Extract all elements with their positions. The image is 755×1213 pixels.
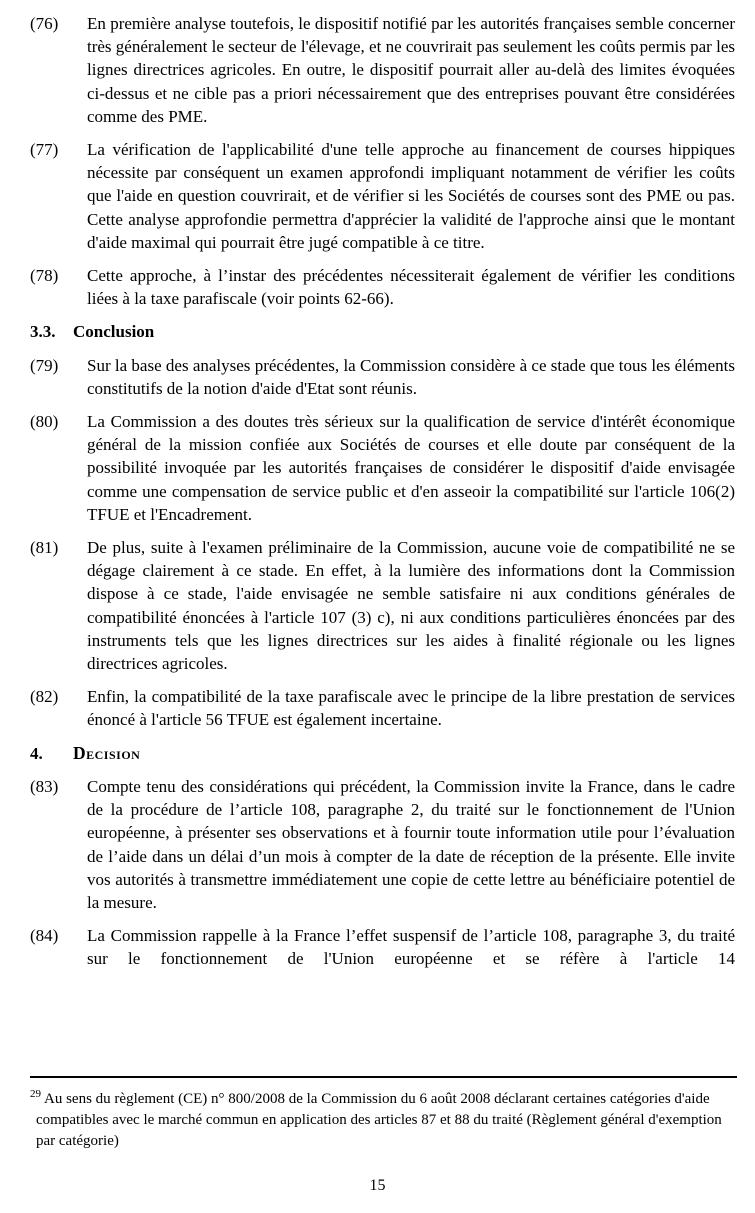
heading-title: Conclusion (73, 322, 155, 342)
para-number: (77) (30, 140, 59, 160)
paragraph-79 (30, 354, 735, 400)
para-number: (78) (30, 266, 59, 286)
section-heading-4 (30, 742, 735, 765)
para-text: La vérification de l'applicabilité d'une telle approche au financement de courses hippiques nécessite par conséquent un examen approfondi impliquant notamment de vérifier les coûts que l'aide en question couvrirait, et de vérifier si les Sociétés de courses sont des PME ou pas. Cette analyse approfondie permettra d'apprécier la validité de l'approche ainsi que le montant d'aide maximal qui pourrait être jugé compatible à ce titre. (87, 140, 735, 252)
para-text: De plus, suite à l'examen préliminaire de la Commission, aucune voie de compatibilité ne se dégage clairement à ce stade. En effet, à la lumière des informations dont la Commission dispose à ce stade, l'aide envisagée ne semble satisfaire ni aux conditions générales de compatibilité énoncées à l'article 107 (3) c), ni aux conditions particulières énoncées par des instruments tels que les lignes directrices sur les aides à finalité régionale ou les lignes directrices agricoles. (87, 538, 735, 674)
paragraph-80 (30, 410, 735, 526)
heading-number: 3.3. (30, 322, 56, 342)
heading-title: Decision (73, 742, 141, 763)
footnote-marker: 29 (30, 1088, 41, 1100)
para-number: (81) (30, 538, 59, 558)
paragraph-81 (30, 536, 735, 675)
section-heading-3-3 (30, 320, 735, 343)
paragraph-83 (30, 775, 735, 914)
footnote-divider (30, 1076, 737, 1078)
para-text: Compte tenu des considérations qui précédent, la Commission invite la France, dans le cadre de la procédure de l’article 108, paragraphe 2, du traité sur le fonctionnement de l'Union européenne, à présenter ses observations et à fournir toute information utile pour l’évaluation de l’aide dans un délai d’un mois à compter de la date de réception de la présente. Elle invite vos autorités à transmettre immédiatement une copie de cette lettre au bénéficiaire potentiel de la mesure. (87, 776, 735, 912)
para-text: La Commission rappelle à la France l’effet suspensif de l’article 108, paragraphe 3, du traité sur le fonctionnement de l'Union européenne et se réfère à l'article 14 (87, 926, 735, 969)
footnote-text: Au sens du règlement (CE) n° 800/2008 de la Commission du 6 août 2008 déclarant certaines catégories d'aide compatibles avec le marché commun en application des articles 87 et 88 du traité (Règlement général d'exemption par catégorie) (36, 1091, 722, 1149)
para-text: La Commission a des doutes très sérieux sur la qualification de service d'intérêt économique général de la mission confiée aux Sociétés de courses et elle doute par conséquent de la possibilité invoquée par les autorités françaises de considérer le dispositif d'aide envisagée comme une compensation de service public et d'en asseoir la compatibilité sur l'article 106(2) TFUE et l'Encadrement. (87, 412, 735, 524)
paragraph-82 (30, 685, 735, 731)
para-text: En première analyse toutefois, le dispositif notifié par les autorités françaises semble concerner très généralement le secteur de l'élevage, et ne couvrirait pas seulement les coûts permis par les lignes directrices agricoles. En outre, le dispositif pourrait aller au-delà des limites évoquées ci-dessus et ne cible pas a priori nécessairement que des entreprises pouvant être considérées comme des PME. (87, 14, 735, 126)
paragraph-78 (30, 264, 735, 310)
footnote-block (30, 1076, 737, 1152)
paragraph-84 (30, 924, 735, 970)
page-footer (0, 1174, 755, 1197)
paragraph-76 (30, 12, 735, 128)
page-number: 15 (369, 1177, 386, 1194)
para-text: Enfin, la compatibilité de la taxe parafiscale avec le principe de la libre prestation de services énoncé à l'article 56 TFUE est également incertaine. (87, 687, 735, 730)
para-number: (79) (30, 355, 59, 375)
paragraph-77 (30, 138, 735, 254)
heading-number: 4. (30, 743, 43, 763)
para-number: (76) (30, 14, 59, 33)
para-number: (84) (30, 926, 59, 946)
para-number: (82) (30, 687, 59, 707)
para-text: Cette approche, à l’instar des précédentes nécessiterait également de vérifier les conditions liées à la taxe parafiscale (voir points 62-66). (87, 266, 735, 309)
para-text: Sur la base des analyses précédentes, la Commission considère à ce stade que tous les éléments constitutifs de la notion d'aide d'Etat sont réunis. (87, 355, 735, 398)
para-number: (80) (30, 412, 59, 432)
footnote (30, 1084, 737, 1152)
para-number: (83) (30, 776, 59, 796)
